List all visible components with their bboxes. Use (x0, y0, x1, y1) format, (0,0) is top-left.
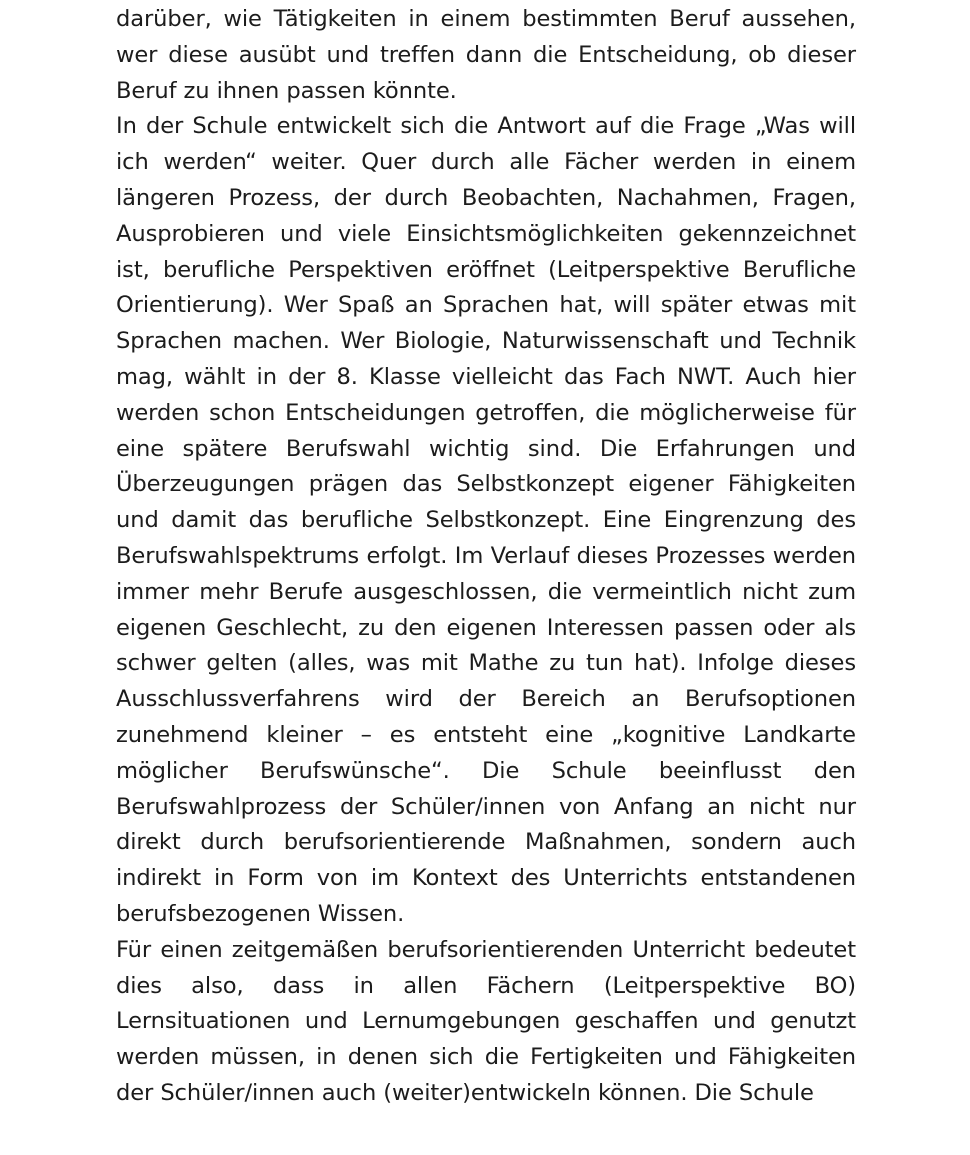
paragraph-modern-career-teaching: Für einen zeitgemäßen berufsorientierenden Unterricht bedeutet dies also, dass in allen Fächern (Leitperspektive BO) Lernsituationen und Lernumgebungen geschaffen und genutzt werden müssen, in denen sich die Fertigkeiten und Fähigkeiten der Schüler/innen auch (weiter)entwickeln können. Die Schule (116, 936, 856, 1106)
paragraph-continuation: darüber, wie Tätigkeiten in einem bestimmten Beruf aussehen, wer diese ausübt und treffen dann die Entscheidung, ob dieser Beruf zu ihnen passen könnte. (116, 6, 856, 104)
paragraph-school-career-question: In der Schule entwickelt sich die Antwort auf die Frage „Was will ich werden“ weiter. Quer durch alle Fächer werden in einem längeren Prozess, der durch Beobachten, Nachahmen, Fragen, Ausprobieren und viele Einsichtsmöglichkeiten gekennzeichnet ist, berufliche Perspektiven eröffnet (Leitperspektive Berufliche Orientierung). Wer Spaß an Sprachen hat, will später etwas mit Sprachen machen. Wer Biologie, Naturwissenschaft und Technik mag, wählt in der 8. Klasse vielleicht das Fach NWT. Auch hier werden schon Entscheidungen getroffen, die möglicherweise für eine spätere Berufswahl wichtig sind. Die Erfahrungen und Überzeugungen prägen das Selbstkonzept eigener Fähigkeiten und damit das berufliche Selbstkonzept. Eine Eingrenzung des Berufswahlspektrums erfolgt. Im Verlauf dieses Prozesses werden immer mehr Berufe ausgeschlossen, die vermeintlich nicht zum eigenen Geschlecht, zu den eigenen Interessen passen oder als schwer gelten (alles, was mit Mathe zu tun hat). Infolge dieses Ausschlussverfahrens wird der Bereich an Berufsoptionen zunehmend kleiner – es entsteht eine „kognitive Landkarte möglicher Berufswünsche“. Die Schule beeinflusst den Berufswahlprozess der Schüler/innen von Anfang an nicht nur direkt durch berufsorientierende Maßnahmen, sondern auch indirekt in Form von im Kontext des Unterrichts entstandenen berufsbezogenen Wissen. (116, 113, 856, 927)
document-page (116, 2, 856, 1112)
